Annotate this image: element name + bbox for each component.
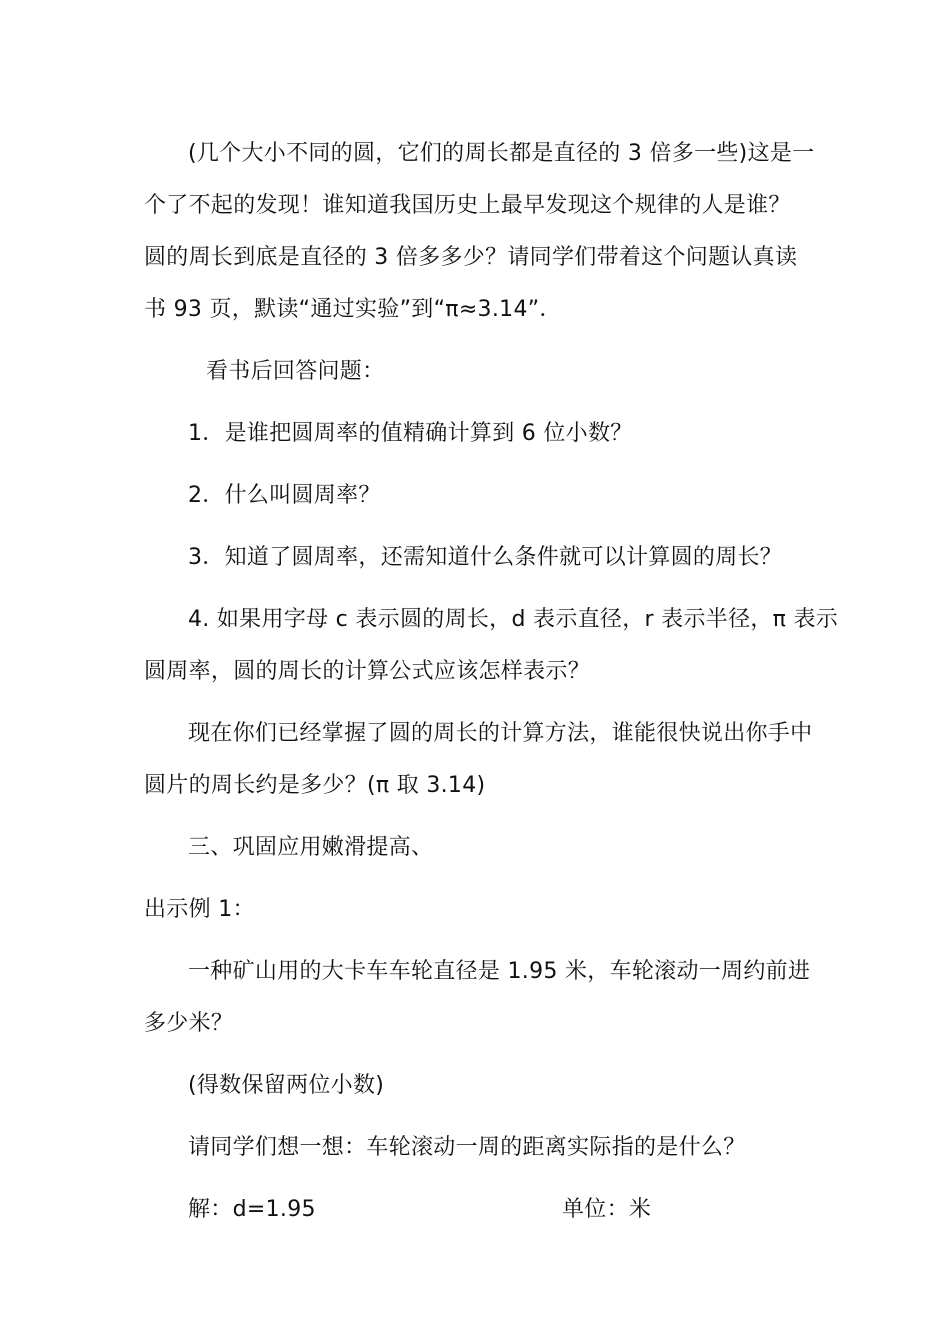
discussion-prompt: 请同学们想一想：车轮滚动一周的距离实际指的是什么？ (188, 1135, 746, 1160)
example-label: 出示例 1： (144, 897, 255, 922)
section-heading: 三、巩固应用嫩滑提高、 (188, 835, 434, 860)
example-note: (得数保留两位小数) (188, 1073, 385, 1098)
question-item: 4. 如果用字母 c 表示圆的周长，d 表示直径，r 表示半径，π 表示 (188, 607, 839, 632)
solution-unit: 单位：米 (562, 1197, 652, 1222)
question-item: 3．知道了圆周率，还需知道什么条件就可以计算圆的周长？ (188, 545, 783, 570)
section-prompt: 看书后回答问题： (206, 359, 385, 384)
document-body (144, 128, 839, 1236)
paragraph-line: (几个大小不同的圆，它们的周长都是直径的 3 倍多一些)这是一 (188, 141, 815, 166)
paragraph-line: 现在你们已经掌握了圆的周长的计算方法，谁能很快说出你手中 (188, 721, 813, 746)
question-item: 1．是谁把圆周率的值精确计算到 6 位小数？ (188, 421, 633, 446)
paragraph-line: 个了不起的发现！谁知道我国历史上最早发现这个规律的人是谁？ (144, 193, 791, 218)
question-item-continuation: 圆周率，圆的周长的计算公式应该怎样表示？ (144, 659, 591, 684)
question-item: 2．什么叫圆周率？ (188, 483, 381, 508)
solution-given: 解：d=1.95 (188, 1197, 316, 1222)
solution-row (144, 1184, 812, 1236)
paragraph-line: 圆的周长到底是直径的 3 倍多多少？请同学们带着这个问题认真读 (144, 245, 798, 270)
example-problem-continuation: 多少米？ (144, 1011, 234, 1036)
paragraph-line: 圆片的周长约是多少？(π 取 3.14) (144, 773, 486, 798)
paragraph-line: 书 93 页，默读“通过实验”到“π≈3.14”． (144, 297, 562, 322)
example-problem: 一种矿山用的大卡车车轮直径是 1.95 米，车轮滚动一周约前进 (188, 959, 811, 984)
